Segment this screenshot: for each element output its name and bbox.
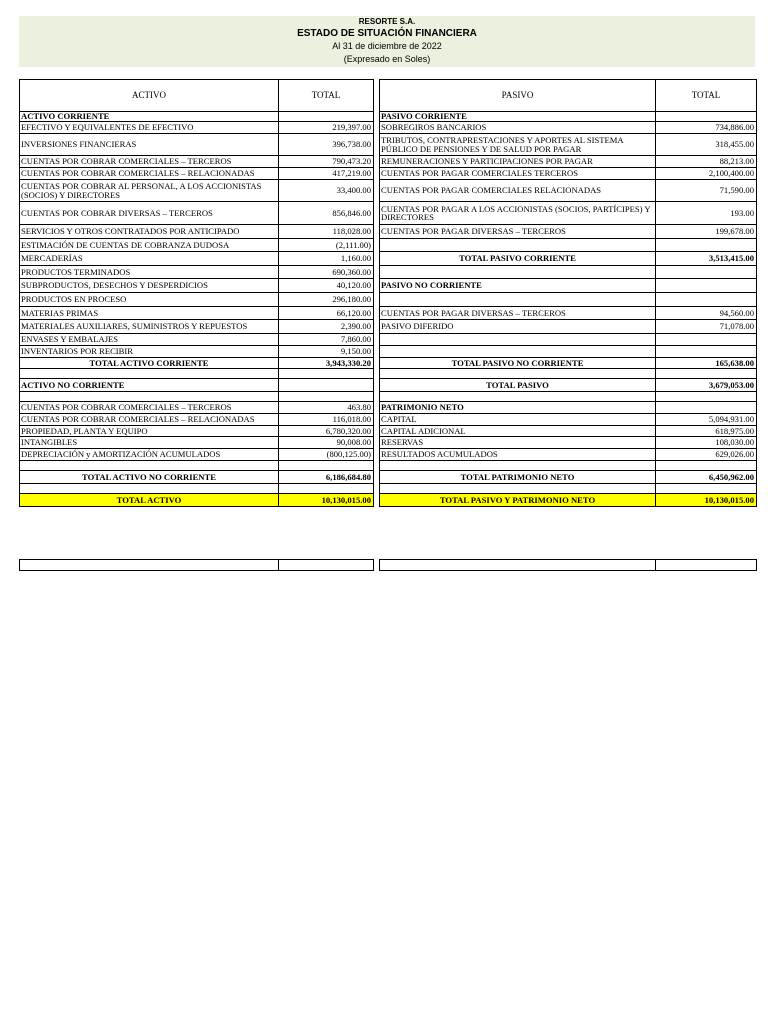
table-row — [380, 202, 757, 225]
row-value: 7,860.00 — [279, 334, 374, 346]
row-label: PROPIEDAD, PLANTA Y EQUIPO — [20, 426, 279, 437]
row-value: 856,846.00 — [279, 202, 374, 225]
table-row — [380, 402, 757, 414]
row-label: TRIBUTOS, CONTRAPRESTACIONES Y APORTES AL SISTEMA PÚBLICO DE PENSIONES Y DE SALUD POR PAGAR — [380, 134, 656, 156]
total-row — [380, 494, 757, 507]
row-value: 94,560.00 — [656, 307, 757, 320]
table-row — [20, 426, 374, 437]
row-label: CUENTAS POR COBRAR AL PERSONAL, A LOS ACCIONISTAS (SOCIOS) Y DIRECTORES — [20, 180, 279, 202]
blank-row — [20, 484, 374, 494]
table-row — [380, 122, 757, 134]
blank-row — [380, 293, 757, 307]
table-row — [380, 156, 757, 168]
row-value: 71,078.00 — [656, 320, 757, 334]
table-row — [380, 414, 757, 426]
total-pasivo-no-corriente-value: 165,638.00 — [656, 358, 757, 369]
total-activo-corriente-value: 3,943,330.20 — [279, 358, 374, 369]
row-value: 193.00 — [656, 202, 757, 225]
row-label: SERVICIOS Y OTROS CONTRATADOS POR ANTICIPADO — [20, 225, 279, 239]
total-pasivo-corriente-label: TOTAL PASIVO CORRIENTE — [380, 252, 656, 266]
row-value: 2,100,400.00 — [656, 168, 757, 180]
row-label: MERCADERÍAS — [20, 252, 279, 266]
table-row — [20, 402, 374, 414]
total-row — [380, 252, 757, 266]
row-value: 33,400.00 — [279, 180, 374, 202]
table-row — [380, 168, 757, 180]
table-row — [380, 426, 757, 437]
blank-row — [380, 266, 757, 279]
report-date: Al 31 de diciembre de 2022 — [332, 41, 442, 51]
total-activo-no-corriente-label: TOTAL ACTIVO NO CORRIENTE — [20, 471, 279, 484]
row-value: 629,026.00 — [656, 449, 757, 461]
total-pasivo-patrimonio-label: TOTAL PASIVO Y PATRIMONIO NETO — [380, 494, 656, 507]
total-row — [20, 358, 374, 369]
row-value: 318,455.00 — [656, 134, 757, 156]
total-activo-label: TOTAL ACTIVO — [20, 494, 279, 507]
blank-row — [20, 369, 374, 379]
row-value: 71,590.00 — [656, 180, 757, 202]
row-label: CUENTAS POR PAGAR DIVERSAS – TERCEROS — [380, 307, 656, 320]
table-row — [380, 180, 757, 202]
row-value: 417,219.00 — [279, 168, 374, 180]
row-label: CUENTAS POR PAGAR COMERCIALES TERCEROS — [380, 168, 656, 180]
row-label: CUENTAS POR COBRAR DIVERSAS – TERCEROS — [20, 202, 279, 225]
total-row — [380, 379, 757, 392]
activo-col-label: ACTIVO — [20, 80, 279, 112]
total-patrimonio-label: TOTAL PATRIMONIO NETO — [380, 471, 656, 484]
row-label: CUENTAS POR PAGAR COMERCIALES RELACIONADAS — [380, 180, 656, 202]
table-row — [380, 134, 757, 156]
row-value: 790,473.20 — [279, 156, 374, 168]
row-label: CUENTAS POR COBRAR COMERCIALES – TERCEROS — [20, 156, 279, 168]
row-value: (800,125.00) — [279, 449, 374, 461]
table-row — [380, 112, 757, 122]
row-value: 734,886.00 — [656, 122, 757, 134]
row-value: 396,738.00 — [279, 134, 374, 156]
row-label: CUENTAS POR COBRAR COMERCIALES – TERCEROS — [20, 402, 279, 414]
table-row — [20, 202, 374, 225]
row-label: INTANGIBLES — [20, 437, 279, 449]
row-label: CAPITAL ADICIONAL — [380, 426, 656, 437]
activo-table — [19, 79, 374, 507]
total-pasivo-label: TOTAL PASIVO — [380, 379, 656, 392]
table-row — [20, 168, 374, 180]
row-label: CUENTAS POR PAGAR DIVERSAS – TERCEROS — [380, 225, 656, 239]
row-value: 463.80 — [279, 402, 374, 414]
row-label: RESERVAS — [380, 437, 656, 449]
row-value: 66,120.00 — [279, 307, 374, 320]
total-activo-no-corriente-value: 6,186,684.80 — [279, 471, 374, 484]
row-label: CUENTAS POR PAGAR A LOS ACCIONISTAS (SOCIOS, PARTÍCIPES) Y DIRECTORES — [380, 202, 656, 225]
activo-corriente-title: ACTIVO CORRIENTE — [20, 112, 279, 122]
table-row — [380, 279, 757, 293]
blank-row — [20, 392, 374, 402]
row-label: PASIVO DIFERIDO — [380, 320, 656, 334]
blank-row — [380, 484, 757, 494]
pasivo-no-corriente-title: PASIVO NO CORRIENTE — [380, 279, 656, 293]
total-pasivo-patrimonio-value: 10,130,015.00 — [656, 494, 757, 507]
blank-row — [380, 346, 757, 358]
row-value: 6,780,320.00 — [279, 426, 374, 437]
table-row — [20, 346, 374, 358]
row-label: INVERSIONES FINANCIERAS — [20, 134, 279, 156]
table-row — [20, 134, 374, 156]
row-value: 1,160.00 — [279, 252, 374, 266]
table-row — [20, 112, 374, 122]
row-value: 199,678.00 — [656, 225, 757, 239]
activo-col-total: TOTAL — [279, 80, 374, 112]
row-value: 40,120.00 — [279, 279, 374, 293]
row-label: SOBREGIROS BANCARIOS — [380, 122, 656, 134]
blank-row — [380, 334, 757, 346]
table-row — [20, 437, 374, 449]
row-label: REMUNERACIONES Y PARTICIPACIONES POR PAGAR — [380, 156, 656, 168]
row-value: 88,213.00 — [656, 156, 757, 168]
activo-header-row — [20, 80, 374, 112]
table-row — [20, 293, 374, 307]
row-label: INVENTARIOS POR RECIBIR — [20, 346, 279, 358]
empty-row-left — [19, 559, 374, 571]
row-label: CAPITAL — [380, 414, 656, 426]
total-row — [380, 471, 757, 484]
total-row — [20, 471, 374, 484]
row-label: PRODUCTOS TERMINADOS — [20, 266, 279, 279]
row-label: MATERIAS PRIMAS — [20, 307, 279, 320]
row-value: 618,975.00 — [656, 426, 757, 437]
table-row — [380, 437, 757, 449]
table-row — [380, 449, 757, 461]
activo-no-corriente-title: ACTIVO NO CORRIENTE — [20, 379, 279, 392]
row-value: (2,111.00) — [279, 239, 374, 252]
blank-row — [20, 461, 374, 471]
table-row — [20, 279, 374, 293]
pasivo-table — [379, 79, 757, 507]
row-label: MATERIALES AUXILIARES, SUMINISTROS Y REPUESTOS — [20, 320, 279, 334]
table-row — [20, 449, 374, 461]
report-currency: (Expresado en Soles) — [343, 54, 431, 64]
table-row — [20, 180, 374, 202]
row-label: PRODUCTOS EN PROCESO — [20, 293, 279, 307]
row-value: 118,028.00 — [279, 225, 374, 239]
row-value: 9,150.00 — [279, 346, 374, 358]
row-label: SUBPRODUCTOS, DESECHOS Y DESPERDICIOS — [20, 279, 279, 293]
row-label: RESULTADOS ACUMULADOS — [380, 449, 656, 461]
row-value: 90,008.00 — [279, 437, 374, 449]
table-row — [20, 252, 374, 266]
pasivo-header-row — [380, 80, 757, 112]
row-label: EFECTIVO Y EQUIVALENTES DE EFECTIVO — [20, 122, 279, 134]
total-activo-corriente-label: TOTAL ACTIVO CORRIENTE — [20, 358, 279, 369]
total-patrimonio-value: 6,450,962.00 — [656, 471, 757, 484]
empty-row-right — [379, 559, 757, 571]
pasivo-col-total: TOTAL — [656, 80, 757, 112]
table-row — [20, 239, 374, 252]
table-row — [20, 266, 374, 279]
row-value: 219,397.00 — [279, 122, 374, 134]
total-row — [380, 358, 757, 369]
pasivo-col-label: PASIVO — [380, 80, 656, 112]
blank-row — [380, 461, 757, 471]
table-row — [20, 379, 374, 392]
total-pasivo-no-corriente-label: TOTAL PASIVO NO CORRIENTE — [380, 358, 656, 369]
table-row — [380, 320, 757, 334]
table-row — [20, 156, 374, 168]
report-title: ESTADO DE SITUACIÓN FINANCIERA — [297, 28, 477, 39]
row-label: ESTIMACIÓN DE CUENTAS DE COBRANZA DUDOSA — [20, 239, 279, 252]
report-header — [19, 16, 755, 67]
row-label: ENVASES Y EMBALAJES — [20, 334, 279, 346]
pasivo-corriente-title: PASIVO CORRIENTE — [380, 112, 656, 122]
blank-row — [380, 392, 757, 402]
total-pasivo-value: 3,679,053.00 — [656, 379, 757, 392]
total-row — [20, 494, 374, 507]
table-row — [380, 225, 757, 239]
table-row — [20, 225, 374, 239]
table-row — [20, 334, 374, 346]
patrimonio-title: PATRIMONIO NETO — [380, 402, 656, 414]
table-row — [380, 307, 757, 320]
row-value: 2,390.00 — [279, 320, 374, 334]
table-row — [20, 307, 374, 320]
table-row — [20, 122, 374, 134]
table-row — [20, 414, 374, 426]
blank-row — [380, 239, 757, 252]
row-label: CUENTAS POR COBRAR COMERCIALES – RELACIONADAS — [20, 168, 279, 180]
table-row — [20, 320, 374, 334]
row-value: 108,030.00 — [656, 437, 757, 449]
blank-row — [380, 369, 757, 379]
row-value: 296,180.00 — [279, 293, 374, 307]
company-name: RESORTE S.A. — [358, 17, 416, 26]
row-label: CUENTAS POR COBRAR COMERCIALES – RELACIONADAS — [20, 414, 279, 426]
row-label: DEPRECIACIÓN y AMORTIZACIÓN ACUMULADOS — [20, 449, 279, 461]
row-value: 5,094,931.00 — [656, 414, 757, 426]
total-activo-value: 10,130,015.00 — [279, 494, 374, 507]
row-value: 116,018.00 — [279, 414, 374, 426]
total-pasivo-corriente-value: 3,513,415.00 — [656, 252, 757, 266]
row-value: 690,360.00 — [279, 266, 374, 279]
